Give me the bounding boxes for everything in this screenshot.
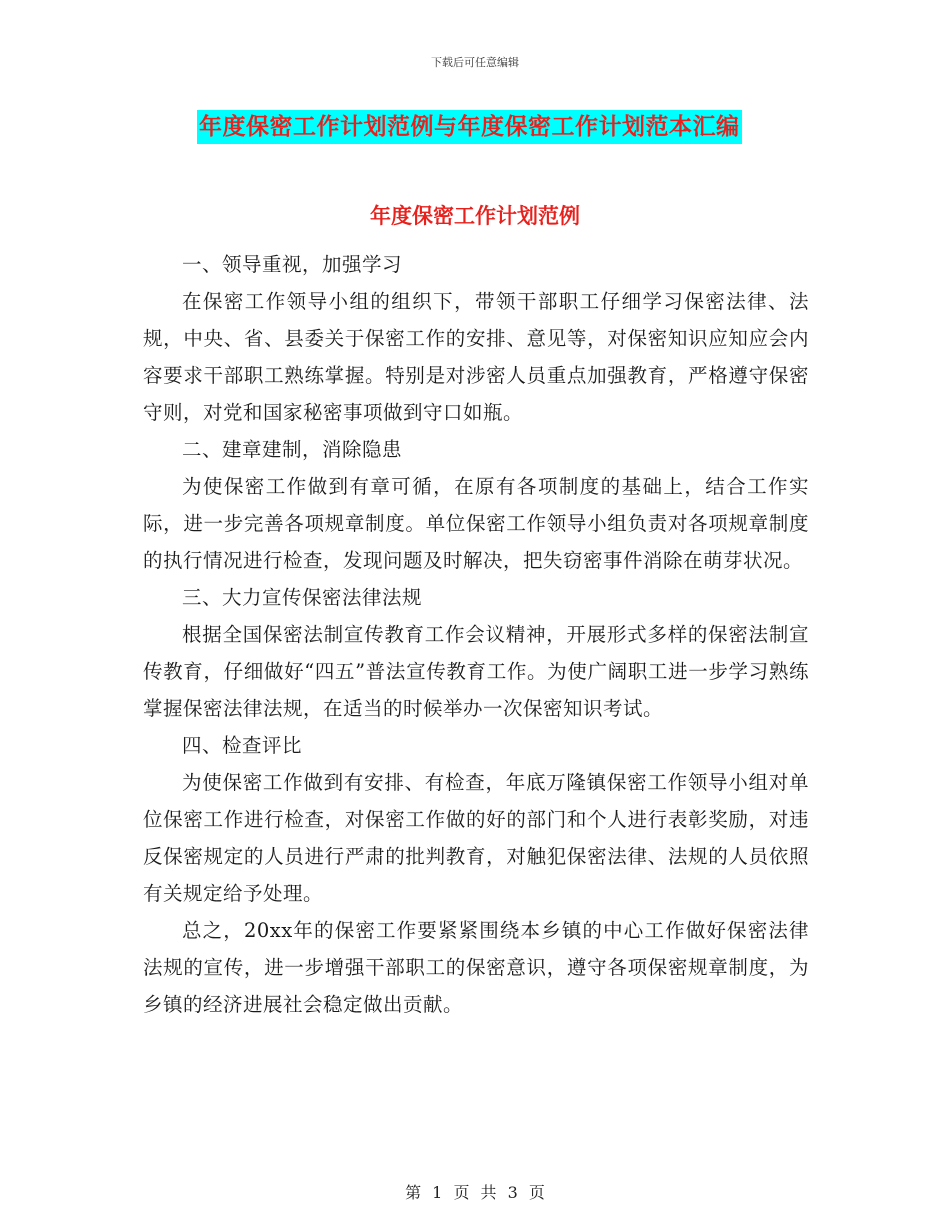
paragraph-4: 为使保密工作做到有安排、有检查，年底万隆镇保密工作领导小组对单位保密工作进行检查，对保密工作做的好的部门和个人进行表彰奖励，对违反保密规定的人员进行严肃的批判教育，对触犯保密法律、法规的人员依照有关规定给予处理。: [143, 771, 809, 905]
paragraph-2: 为使保密工作做到有章可循，在原有各项制度的基础上，结合工作实际，进一步完善各项规章制度。单位保密工作领导小组负责对各项规章制度的执行情况进行检查，发现问题及时解决，把失窃密事件消除在萌芽状况。: [143, 475, 809, 572]
heading-3: 三、大力宣传保密法律法规: [182, 586, 423, 609]
heading-2: 二、建章建制，消除隐患: [182, 438, 403, 461]
header-note: 下载后可任意编辑: [431, 56, 519, 69]
section-title: 年度保密工作计划范例: [370, 204, 580, 228]
page-number: 第 1 页 共 3 页: [405, 1183, 545, 1202]
heading-1: 一、领导重视，加强学习: [182, 253, 403, 276]
document-body: [143, 246, 809, 1023]
paragraph-1: 在保密工作领导小组的组织下，带领干部职工仔细学习保密法律、法规，中央、省、县委关于保密工作的安排、意见等，对保密知识应知应会内容要求干部职工熟练掌握。特别是对涉密人员重点加强教育，严格遵守保密守则，对党和国家秘密事项做到守口如瓶。: [143, 290, 809, 424]
paragraph-summary: 总之，20xx年的保密工作要紧紧围绕本乡镇的中心工作做好保密法律法规的宣传，进一步增强干部职工的保密意识，遵守各项保密规章制度，为乡镇的经济进展社会稳定做出贡献。: [143, 919, 809, 1016]
heading-4: 四、检查评比: [182, 734, 303, 757]
paragraph-3: 根据全国保密法制宣传教育工作会议精神，开展形式多样的保密法制宣传教育，仔细做好“四五”普法宣传教育工作。为使广阔职工进一步学习熟练掌握保密法律法规，在适当的时候举办一次保密知识考试。: [143, 623, 809, 720]
document-title: 年度保密工作计划范例与年度保密工作计划范本汇编: [197, 110, 742, 144]
